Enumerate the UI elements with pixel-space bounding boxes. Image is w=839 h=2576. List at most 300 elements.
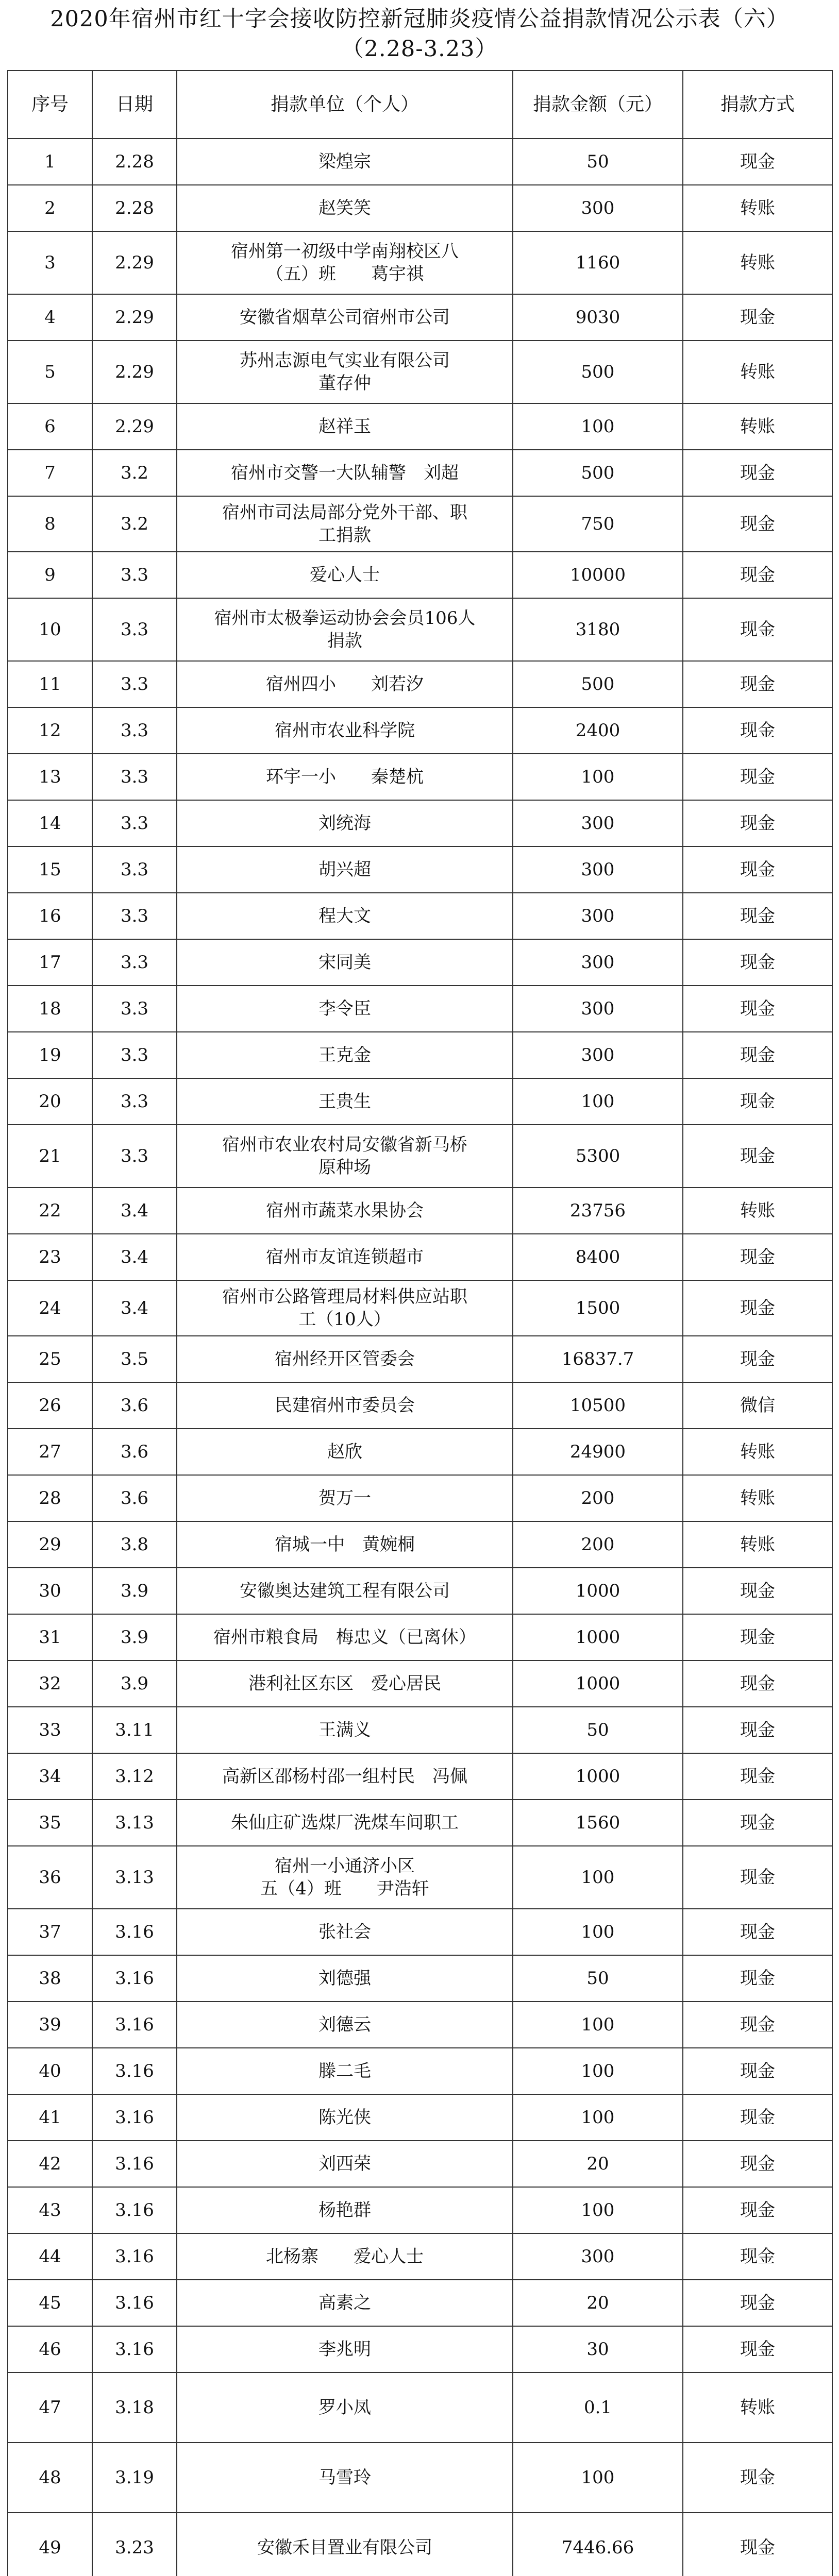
table-row (8, 2372, 832, 2443)
row-amount: 1000 (513, 1660, 683, 1707)
row-donor-line: 董存仲 (318, 373, 371, 394)
row-seq: 21 (8, 1125, 92, 1188)
row-date: 3.3 (92, 939, 177, 986)
row-method: 现金 (683, 2443, 832, 2513)
row-seq: 36 (8, 1846, 92, 1909)
row-donor-line: 王满义 (318, 1720, 371, 1740)
row-donor (177, 1475, 513, 1521)
row-donor-line: 宿州市交警一大队辅警 刘超 (231, 463, 459, 483)
page-title (0, 4, 839, 64)
row-amount: 100 (513, 2048, 683, 2094)
row-amount: 10000 (513, 552, 683, 598)
row-amount: 200 (513, 1475, 683, 1521)
row-amount: 50 (513, 1707, 683, 1753)
row-amount: 500 (513, 661, 683, 707)
table-row (8, 661, 832, 707)
row-seq: 49 (8, 2513, 92, 2576)
row-date: 3.16 (92, 2187, 177, 2233)
row-donor (177, 139, 513, 185)
row-donor-line: 工捐款 (318, 525, 371, 546)
row-amount: 7446.66 (513, 2513, 683, 2576)
row-amount: 750 (513, 496, 683, 552)
row-seq: 43 (8, 2187, 92, 2233)
row-method: 转账 (683, 341, 832, 403)
row-seq: 17 (8, 939, 92, 986)
row-amount: 9030 (513, 294, 683, 341)
row-donor-line: 罗小凤 (318, 2397, 371, 2418)
row-donor (177, 800, 513, 846)
row-donor (177, 1234, 513, 1280)
row-date: 2.29 (92, 341, 177, 403)
row-seq: 24 (8, 1280, 92, 1336)
table-row (8, 231, 832, 294)
row-method: 现金 (683, 1280, 832, 1336)
row-date: 2.29 (92, 294, 177, 341)
row-amount: 100 (513, 754, 683, 800)
row-method: 现金 (683, 1568, 832, 1614)
row-donor-line: （五）班 葛宇祺 (266, 264, 424, 284)
row-amount: 300 (513, 846, 683, 893)
table-row (8, 1280, 832, 1336)
row-donor-line: 滕二毛 (318, 2061, 371, 2081)
row-seq: 16 (8, 893, 92, 939)
row-date: 3.16 (92, 2002, 177, 2048)
row-donor-line: 环宇一小 秦楚杭 (266, 767, 424, 787)
row-amount: 24900 (513, 1429, 683, 1475)
row-date: 3.2 (92, 450, 177, 496)
row-donor (177, 939, 513, 986)
row-date: 2.29 (92, 403, 177, 450)
row-method: 现金 (683, 139, 832, 185)
row-method: 现金 (683, 893, 832, 939)
row-donor-line: 宿州第一初级中学南翔校区八 (231, 241, 459, 262)
row-amount: 500 (513, 341, 683, 403)
row-donor-line: 宋同美 (318, 952, 371, 973)
row-date: 3.3 (92, 661, 177, 707)
row-donor (177, 2513, 513, 2576)
row-date: 3.4 (92, 1188, 177, 1234)
row-donor (177, 2094, 513, 2141)
row-donor-line: 港利社区东区 爱心居民 (248, 1673, 441, 1694)
row-seq: 14 (8, 800, 92, 846)
row-method: 现金 (683, 2187, 832, 2233)
table-row (8, 1800, 832, 1846)
row-donor (177, 1382, 513, 1429)
table-row (8, 1521, 832, 1568)
row-date: 3.11 (92, 1707, 177, 1753)
row-donor (177, 754, 513, 800)
row-donor (177, 1078, 513, 1125)
row-donor (177, 496, 513, 552)
row-donor (177, 707, 513, 754)
row-amount: 100 (513, 403, 683, 450)
row-donor (177, 294, 513, 341)
table-row (8, 2280, 832, 2326)
row-seq: 2 (8, 185, 92, 231)
table-row (8, 2002, 832, 2048)
row-donor (177, 1280, 513, 1336)
row-donor (177, 846, 513, 893)
row-donor-line: 刘统海 (318, 813, 371, 834)
row-date: 3.3 (92, 846, 177, 893)
row-amount: 1000 (513, 1568, 683, 1614)
row-seq: 11 (8, 661, 92, 707)
row-donor (177, 2233, 513, 2280)
row-method: 现金 (683, 1336, 832, 1382)
row-amount: 100 (513, 1846, 683, 1909)
table-row (8, 939, 832, 986)
table-row (8, 1660, 832, 1707)
row-date: 3.4 (92, 1234, 177, 1280)
row-donor (177, 231, 513, 294)
table-row (8, 2326, 832, 2372)
row-method: 现金 (683, 598, 832, 661)
row-seq: 8 (8, 496, 92, 552)
table-row (8, 986, 832, 1032)
row-seq: 42 (8, 2141, 92, 2187)
row-amount: 3180 (513, 598, 683, 661)
row-date: 3.3 (92, 1032, 177, 1078)
row-donor (177, 1336, 513, 1382)
row-date: 3.18 (92, 2372, 177, 2443)
row-seq: 41 (8, 2094, 92, 2141)
row-amount: 2400 (513, 707, 683, 754)
row-amount: 30 (513, 2326, 683, 2372)
table-row (8, 2141, 832, 2187)
row-donor (177, 1955, 513, 2002)
row-seq: 15 (8, 846, 92, 893)
row-donor (177, 1188, 513, 1234)
row-date: 3.23 (92, 2513, 177, 2576)
table-row (8, 1846, 832, 1909)
row-method: 现金 (683, 552, 832, 598)
row-method: 转账 (683, 1521, 832, 1568)
row-date: 3.16 (92, 1909, 177, 1955)
row-method: 现金 (683, 2048, 832, 2094)
row-donor-line: 五（4）班 尹浩轩 (260, 1878, 429, 1899)
row-amount: 300 (513, 893, 683, 939)
row-amount: 200 (513, 1521, 683, 1568)
row-seq: 45 (8, 2280, 92, 2326)
row-donor-line: 赵欣 (327, 1442, 362, 1462)
row-method: 现金 (683, 800, 832, 846)
row-amount: 300 (513, 1032, 683, 1078)
table-row (8, 707, 832, 754)
row-donor-line: 贺万一 (318, 1488, 371, 1509)
row-donor-line: 张社会 (318, 1922, 371, 1942)
row-date: 3.12 (92, 1753, 177, 1800)
table-body (8, 139, 832, 2576)
row-donor (177, 1707, 513, 1753)
table-row (8, 1078, 832, 1125)
row-donor-line: 李令臣 (318, 998, 371, 1019)
row-seq: 6 (8, 403, 92, 450)
row-donor-line: 王贵生 (318, 1091, 371, 1112)
table-row (8, 1909, 832, 1955)
row-donor (177, 1909, 513, 1955)
row-method: 现金 (683, 1078, 832, 1125)
row-donor-line: 刘德云 (318, 2014, 371, 2035)
row-donor-line: 原种场 (318, 1157, 371, 1178)
row-seq: 18 (8, 986, 92, 1032)
row-date: 3.9 (92, 1660, 177, 1707)
row-date: 2.28 (92, 185, 177, 231)
table-row (8, 496, 832, 552)
table-row (8, 403, 832, 450)
row-date: 3.13 (92, 1800, 177, 1846)
row-seq: 47 (8, 2372, 92, 2443)
row-date: 3.13 (92, 1846, 177, 1909)
row-donor (177, 1660, 513, 1707)
row-donor (177, 341, 513, 403)
row-date: 3.16 (92, 2048, 177, 2094)
row-donor-line: 安徽奥达建筑工程有限公司 (240, 1581, 450, 1601)
table-row (8, 1382, 832, 1429)
row-date: 3.3 (92, 893, 177, 939)
row-seq: 33 (8, 1707, 92, 1753)
row-method: 现金 (683, 754, 832, 800)
row-donor-line: 梁煌宗 (318, 151, 371, 172)
row-method: 现金 (683, 2002, 832, 2048)
row-donor (177, 598, 513, 661)
table-row (8, 1336, 832, 1382)
row-method: 转账 (683, 1429, 832, 1475)
row-donor-line: 宿州市友谊连锁超市 (266, 1247, 424, 1267)
row-amount: 300 (513, 986, 683, 1032)
row-donor (177, 2443, 513, 2513)
row-method: 转账 (683, 2372, 832, 2443)
row-method: 现金 (683, 1707, 832, 1753)
row-method: 转账 (683, 231, 832, 294)
row-amount: 20 (513, 2141, 683, 2187)
row-amount: 1000 (513, 1614, 683, 1660)
table-row (8, 450, 832, 496)
row-seq: 40 (8, 2048, 92, 2094)
row-donor-line: 刘西荣 (318, 2154, 371, 2174)
row-method: 现金 (683, 450, 832, 496)
table-row (8, 294, 832, 341)
row-seq: 3 (8, 231, 92, 294)
row-donor-line: 宿城一中 黄婉桐 (275, 1534, 415, 1555)
row-donor (177, 2326, 513, 2372)
row-seq: 26 (8, 1382, 92, 1429)
row-method: 现金 (683, 846, 832, 893)
row-donor-line: 宿州市蔬菜水果协会 (266, 1200, 424, 1221)
row-amount: 100 (513, 2443, 683, 2513)
row-donor (177, 1125, 513, 1188)
row-donor-line: 朱仙庄矿选煤厂洗煤车间职工 (231, 1812, 459, 1833)
table-row (8, 2513, 832, 2576)
row-date: 3.3 (92, 552, 177, 598)
row-method: 现金 (683, 2233, 832, 2280)
row-method: 现金 (683, 1234, 832, 1280)
row-donor-line: 王克金 (318, 1045, 371, 1065)
table-row (8, 552, 832, 598)
row-donor (177, 1614, 513, 1660)
row-date: 3.3 (92, 707, 177, 754)
row-date: 3.16 (92, 2326, 177, 2372)
row-seq: 46 (8, 2326, 92, 2372)
row-donor-line: 安徽禾目置业有限公司 (257, 2537, 432, 2558)
row-donor-line: 捐款 (327, 631, 362, 651)
row-date: 2.29 (92, 231, 177, 294)
row-donor-line: 赵祥玉 (318, 416, 371, 437)
table-header-row (8, 71, 832, 139)
table-row (8, 2187, 832, 2233)
row-date: 3.3 (92, 986, 177, 1032)
table-row (8, 2048, 832, 2094)
row-date: 3.3 (92, 598, 177, 661)
row-donor-line: 宿州市农业农村局安徽省新马桥 (222, 1134, 467, 1155)
row-date: 3.6 (92, 1429, 177, 1475)
row-date: 3.19 (92, 2443, 177, 2513)
row-donor-line: 宿州市粮食局 梅忠义（已离休） (213, 1627, 476, 1648)
row-donor-line: 爱心人士 (310, 565, 380, 585)
table-row (8, 2094, 832, 2141)
row-donor-line: 赵笑笑 (318, 198, 371, 218)
row-seq: 34 (8, 1753, 92, 1800)
row-seq: 23 (8, 1234, 92, 1280)
row-seq: 29 (8, 1521, 92, 1568)
row-donor (177, 893, 513, 939)
row-date: 3.5 (92, 1336, 177, 1382)
row-donor (177, 2141, 513, 2187)
page-title-main: 2020年宿州市红十字会接收防控新冠肺炎疫情公益捐款情况公示表（六） (50, 6, 789, 32)
row-method: 现金 (683, 1125, 832, 1188)
row-date: 3.6 (92, 1475, 177, 1521)
row-donor (177, 552, 513, 598)
row-donor (177, 2048, 513, 2094)
row-amount: 1160 (513, 231, 683, 294)
row-date: 3.6 (92, 1382, 177, 1429)
table-row (8, 2233, 832, 2280)
row-seq: 38 (8, 1955, 92, 2002)
row-method: 现金 (683, 661, 832, 707)
row-amount: 50 (513, 1955, 683, 2002)
row-donor (177, 1429, 513, 1475)
row-donor-line: 宿州市公路管理局材料供应站职 (222, 1286, 467, 1307)
row-seq: 30 (8, 1568, 92, 1614)
row-donor-line: 民建宿州市委员会 (275, 1395, 415, 1416)
table-row (8, 1234, 832, 1280)
table-row (8, 1475, 832, 1521)
row-method: 现金 (683, 939, 832, 986)
row-method: 转账 (683, 1475, 832, 1521)
row-seq: 5 (8, 341, 92, 403)
header-date: 日期 (92, 71, 177, 139)
header-method: 捐款方式 (683, 71, 832, 139)
row-seq: 32 (8, 1660, 92, 1707)
row-seq: 25 (8, 1336, 92, 1382)
row-seq: 48 (8, 2443, 92, 2513)
row-amount: 300 (513, 185, 683, 231)
row-date: 3.8 (92, 1521, 177, 1568)
row-donor-line: 苏州志源电气实业有限公司 (240, 350, 450, 371)
table-row (8, 598, 832, 661)
row-seq: 7 (8, 450, 92, 496)
row-date: 3.16 (92, 2280, 177, 2326)
row-donor (177, 2002, 513, 2048)
row-donor-line: 宿州市司法局部分党外干部、职 (222, 502, 467, 523)
row-donor (177, 1568, 513, 1614)
row-amount: 1560 (513, 1800, 683, 1846)
row-method: 现金 (683, 1846, 832, 1909)
table-row (8, 1429, 832, 1475)
row-method: 现金 (683, 2326, 832, 2372)
row-seq: 19 (8, 1032, 92, 1078)
row-seq: 31 (8, 1614, 92, 1660)
table-row (8, 1614, 832, 1660)
table-row (8, 185, 832, 231)
row-donor-line: 宿州市太极拳运动协会会员106人 (214, 608, 476, 629)
row-donor-line: 宿州经开区管委会 (275, 1349, 415, 1369)
row-method: 现金 (683, 1753, 832, 1800)
row-date: 3.3 (92, 754, 177, 800)
row-donor (177, 1846, 513, 1909)
row-donor-line: 马雪玲 (318, 2467, 371, 2488)
row-date: 3.3 (92, 800, 177, 846)
table-row (8, 2443, 832, 2513)
table-row (8, 341, 832, 403)
donation-table (7, 70, 833, 2576)
row-method: 现金 (683, 986, 832, 1032)
row-method: 转账 (683, 403, 832, 450)
row-amount: 100 (513, 1078, 683, 1125)
row-donor-line: 陈光侠 (318, 2107, 371, 2128)
table-row (8, 139, 832, 185)
row-date: 3.3 (92, 1078, 177, 1125)
row-seq: 9 (8, 552, 92, 598)
row-amount: 1500 (513, 1280, 683, 1336)
row-donor-line: 宿州一小通济小区 (275, 1856, 415, 1876)
row-amount: 10500 (513, 1382, 683, 1429)
row-amount: 500 (513, 450, 683, 496)
row-seq: 4 (8, 294, 92, 341)
row-method: 转账 (683, 185, 832, 231)
row-donor (177, 2372, 513, 2443)
row-donor (177, 450, 513, 496)
row-method: 现金 (683, 1909, 832, 1955)
row-donor-line: 胡兴超 (318, 859, 371, 880)
row-method: 现金 (683, 1032, 832, 1078)
row-date: 3.3 (92, 1125, 177, 1188)
row-donor (177, 661, 513, 707)
row-seq: 12 (8, 707, 92, 754)
row-donor-line: 李兆明 (318, 2339, 371, 2360)
row-seq: 10 (8, 598, 92, 661)
row-method: 转账 (683, 1188, 832, 1234)
row-date: 3.9 (92, 1568, 177, 1614)
row-amount: 16837.7 (513, 1336, 683, 1382)
row-seq: 20 (8, 1078, 92, 1125)
table-row (8, 1125, 832, 1188)
header-donor: 捐款单位（个人） (177, 71, 513, 139)
header-seq: 序号 (8, 71, 92, 139)
row-donor-line: 宿州市农业科学院 (275, 720, 415, 741)
row-seq: 28 (8, 1475, 92, 1521)
row-donor-line: 安徽省烟草公司宿州市公司 (240, 307, 450, 328)
table-row (8, 1568, 832, 1614)
row-date: 3.16 (92, 2141, 177, 2187)
row-amount: 0.1 (513, 2372, 683, 2443)
row-donor-line: 程大文 (318, 906, 371, 926)
row-method: 现金 (683, 1614, 832, 1660)
row-amount: 23756 (513, 1188, 683, 1234)
row-seq: 27 (8, 1429, 92, 1475)
row-method: 现金 (683, 707, 832, 754)
row-amount: 8400 (513, 1234, 683, 1280)
header-amount: 捐款金额（元） (513, 71, 683, 139)
